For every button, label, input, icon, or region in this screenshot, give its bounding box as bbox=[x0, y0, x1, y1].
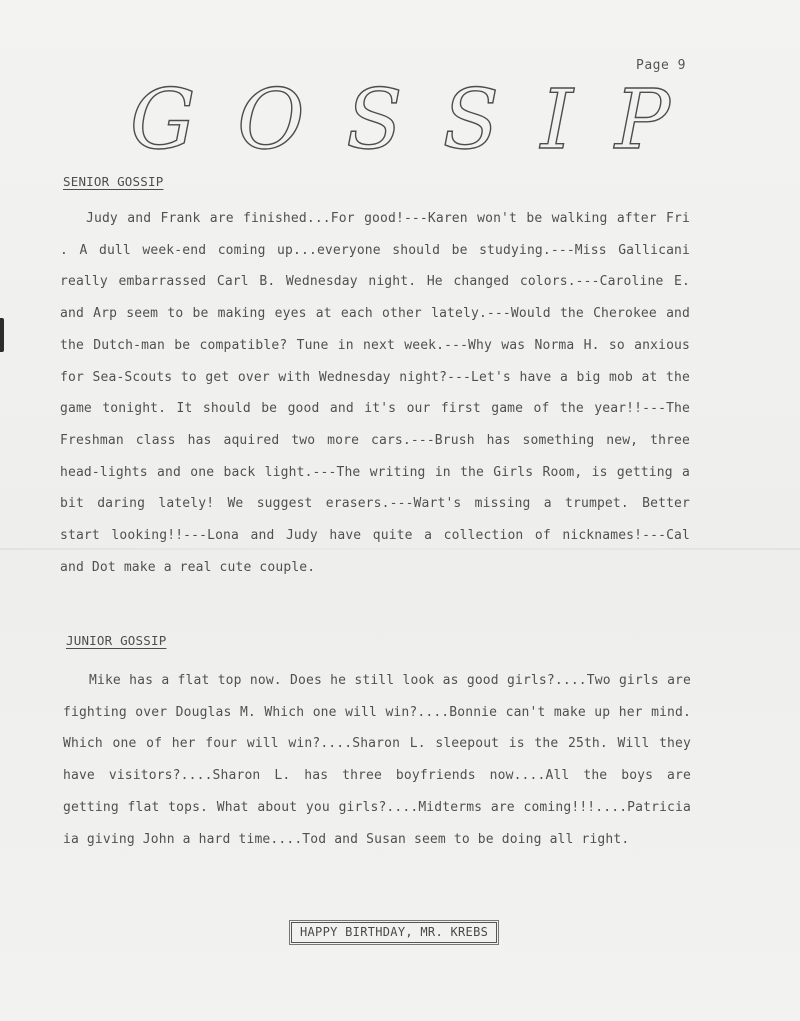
page-title-text: GOSSIP bbox=[130, 74, 670, 166]
junior-gossip-text: Mike has a flat top now. Does he still look as good girls?....Two girls are fighting over Douglas M. Which one will win?....Bonnie can't make up her mind. Which one of her four will win?....Sharon L. sleepout is the 25th. Will they have visitors?....Sharon L. has three boyfriends now....All the boys are getting flat tops. What about you girls?....Midterms are coming!!!....Patricia ia giving John a hard time....Tod and Susan seem to be doing all right. bbox=[63, 673, 691, 847]
page-title bbox=[130, 74, 690, 166]
senior-gossip-heading: SENIOR GOSSIP bbox=[63, 174, 164, 189]
binding-edge-mark bbox=[0, 318, 4, 352]
birthday-banner: HAPPY BIRTHDAY, MR. KREBS bbox=[291, 922, 497, 943]
page-number: Page 9 bbox=[636, 58, 686, 73]
junior-gossip-heading: JUNIOR GOSSIP bbox=[66, 633, 167, 648]
senior-gossip-text: Judy and Frank are finished...For good!---Karen won't be walking after Fri . A dull week-end coming up...everyone should be studying.---Miss Gallicani really embarrassed Carl B. Wednesday night. He changed colors.---Caroline E. and Arp seem to be making eyes at each other lately.---Would the Cherokee and the Dutch-man be compatible? Tune in next week.---Why was Norma H. so anxious for Sea-Scouts to get over with Wednesday night?---Let's have a big mob at the game tonight. It should be good and it's our first game of the year!!---The Freshman class has aquired two more cars.---Brush has something new, three head-lights and one back light.---The writing in the Girls Room, is getting a bit daring lately! We suggest erasers.---Wart's missing a trumpet. Better start looking!!---Lona and Judy have quite a collection of nicknames!---Cal and Dot make a real cute couple. bbox=[60, 211, 690, 575]
